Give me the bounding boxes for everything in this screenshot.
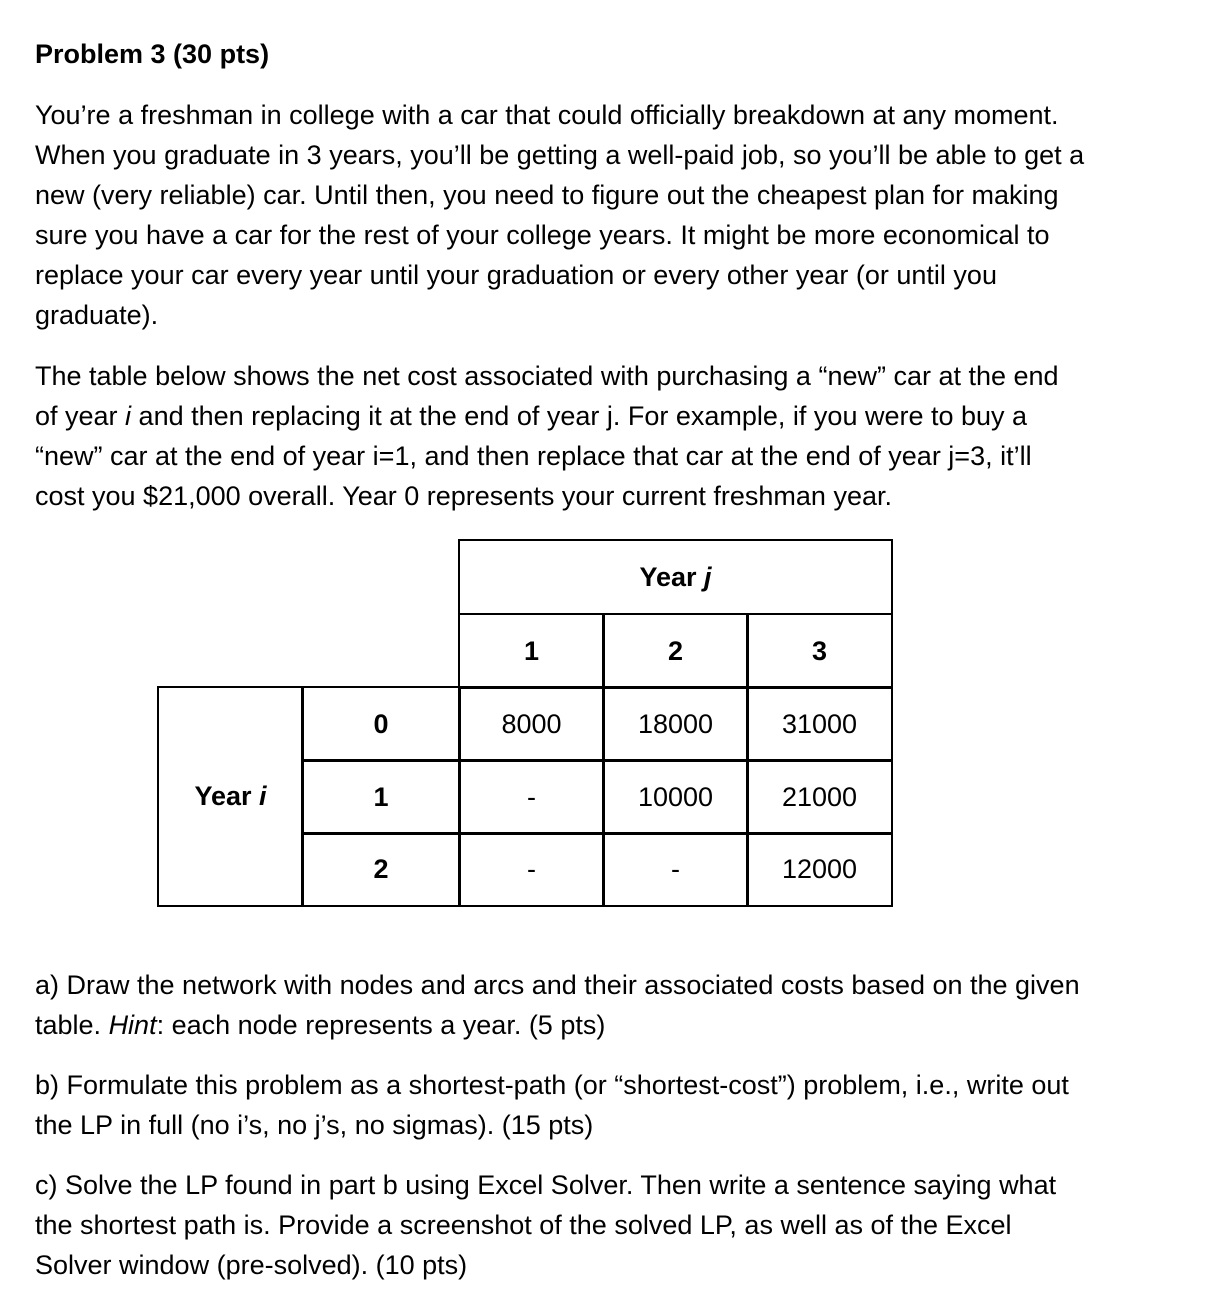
question-b-line: b) Formulate this problem as a shortest-path (or “shortest-cost”) problem, i.e., write out — [35, 1070, 1069, 1100]
question-c — [35, 1165, 1207, 1285]
cost-cell: 18000 — [602, 686, 749, 762]
description-text: of year — [35, 401, 126, 431]
intro-line: graduate). — [35, 300, 159, 330]
italic-variable-i: i — [125, 401, 132, 431]
question-a — [35, 965, 1207, 1045]
description-line — [35, 396, 1207, 436]
row-header-year-2: 2 — [301, 832, 461, 907]
intro-line: When you graduate in 3 years, you’ll be getting a well-paid job, so you’ll be able to get a — [35, 140, 1085, 170]
cost-cell: 21000 — [746, 759, 893, 835]
intro-paragraph — [35, 95, 1207, 335]
column-header-label: Year — [639, 561, 697, 592]
row-header-year-0: 0 — [301, 686, 461, 762]
question-c-line: Solver window (pre-solved). (10 pts) — [35, 1250, 468, 1280]
column-group-header — [458, 539, 893, 615]
cost-cell: 10000 — [602, 759, 749, 835]
question-b — [35, 1065, 1207, 1145]
cost-cell: - — [458, 832, 605, 907]
description-line: “new” car at the end of year i=1, and then replace that car at the end of year j=3, it’ll — [35, 441, 1032, 471]
description-line: cost you $21,000 overall. Year 0 represents your current freshman year. — [35, 481, 892, 511]
column-header-2: 2 — [602, 613, 749, 689]
problem-title: Problem 3 (30 pts) — [35, 39, 270, 69]
row-header-year-1: 1 — [301, 759, 461, 835]
question-a-text: table. — [35, 1010, 109, 1040]
table-description-paragraph — [35, 356, 1207, 516]
cost-cell: - — [602, 832, 749, 907]
column-header-variable: j — [704, 561, 712, 592]
row-header-label: Year — [194, 781, 252, 811]
column-header-3: 3 — [746, 613, 893, 689]
cost-cell: - — [458, 759, 605, 835]
intro-line: You’re a freshman in college with a car that could officially breakdown at any moment. — [35, 100, 1059, 130]
question-a-line — [35, 1005, 1207, 1045]
cost-cell: 8000 — [458, 686, 605, 762]
column-header-1: 1 — [458, 613, 605, 689]
intro-line: new (very reliable) car. Until then, you need to figure out the cheapest plan for making — [35, 180, 1059, 210]
intro-line: replace your car every year until your graduation or every other year (or until you — [35, 260, 997, 290]
cost-cell: 12000 — [746, 832, 893, 907]
question-a-text: : each node represents a year. (5 pts) — [156, 1010, 606, 1040]
question-a-line: a) Draw the network with nodes and arcs and their associated costs based on the given — [35, 970, 1080, 1000]
cost-cell: 31000 — [746, 686, 893, 762]
description-line: The table below shows the net cost associated with purchasing a “new” car at the end — [35, 361, 1059, 391]
row-header-variable: i — [259, 781, 267, 811]
intro-line: sure you have a car for the rest of your college years. It might be more economical to — [35, 220, 1050, 250]
hint-label: Hint — [108, 1010, 157, 1040]
cost-table — [157, 539, 893, 907]
row-group-header — [157, 686, 304, 907]
question-b-line: the LP in full (no i’s, no j’s, no sigmas). (15 pts) — [35, 1110, 594, 1140]
question-c-line: c) Solve the LP found in part b using Excel Solver. Then write a sentence saying what — [35, 1170, 1057, 1200]
question-c-line: the shortest path is. Provide a screenshot of the solved LP, as well as of the Excel — [35, 1210, 1012, 1240]
description-text: and then replacing it at the end of year j. For example, if you were to buy a — [131, 401, 1028, 431]
